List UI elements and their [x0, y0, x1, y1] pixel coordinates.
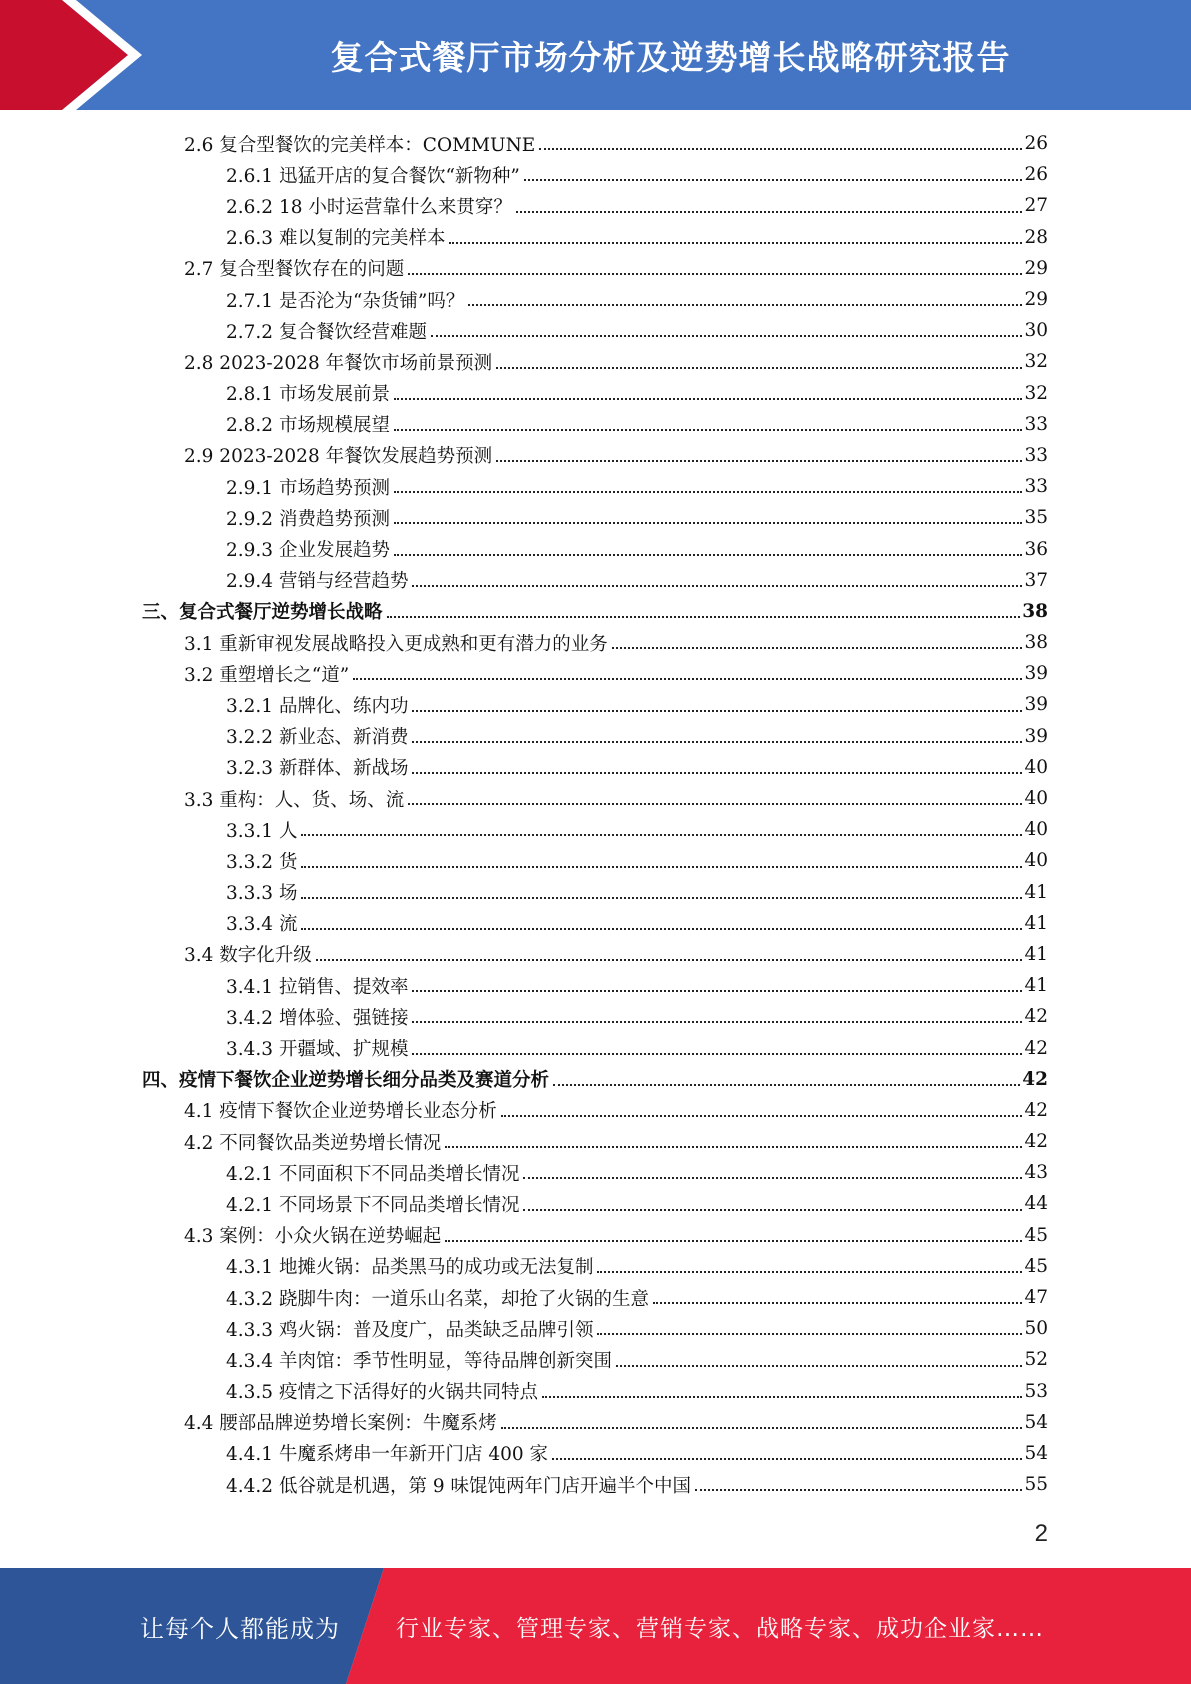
- toc-entry-title: 三、复合式餐厅逆势增长战略: [142, 602, 383, 624]
- toc-entry[interactable]: [0, 440, 1191, 471]
- toc-entry-page: 44: [1024, 1193, 1048, 1215]
- toc-dot-leader: [542, 1395, 1022, 1398]
- toc-entry[interactable]: [0, 970, 1191, 1001]
- toc-entry-page: 32: [1024, 351, 1048, 373]
- toc-entry-title: 3.3.3 场: [226, 883, 298, 905]
- toc-entry[interactable]: [0, 315, 1191, 346]
- toc-entry-page: 41: [1024, 975, 1048, 997]
- toc-entry[interactable]: [0, 845, 1191, 876]
- toc-entry[interactable]: [0, 471, 1191, 502]
- toc-entry[interactable]: [0, 565, 1191, 596]
- toc-entry[interactable]: [0, 159, 1191, 190]
- toc-dot-leader: [412, 1020, 1022, 1023]
- toc-entry-title: 2.7 复合型餐饮存在的问题: [184, 259, 405, 281]
- toc-entry-page: 33: [1024, 413, 1048, 435]
- toc-entry[interactable]: [0, 378, 1191, 409]
- toc-entry-page: 26: [1024, 164, 1048, 186]
- toc-entry[interactable]: [0, 1220, 1191, 1251]
- document-title: 复合式餐厅市场分析及逆势增长战略研究报告: [330, 37, 1011, 77]
- toc-entry-title: 2.7.1 是否沦为“杂货铺”吗？: [226, 290, 465, 312]
- toc-entry-title: 2.9.3 企业发展趋势: [226, 540, 390, 562]
- toc-dot-leader: [301, 833, 1022, 836]
- toc-entry-title: 3.2.2 新业态、新消费: [226, 727, 409, 749]
- toc-dot-leader: [316, 958, 1023, 961]
- toc-entry-title: 4.3.5 疫情之下活得好的火锅共同特点: [226, 1382, 538, 1404]
- toc-entry-page: 47: [1024, 1287, 1048, 1309]
- toc-dot-leader: [412, 709, 1022, 712]
- toc-entry-page: 42: [1024, 1099, 1048, 1121]
- toc-entry[interactable]: [0, 1344, 1191, 1375]
- toc-dot-leader: [394, 521, 1022, 524]
- toc-dot-leader: [394, 553, 1022, 556]
- toc-entry[interactable]: [0, 502, 1191, 533]
- toc-entry-page: 29: [1024, 257, 1048, 279]
- toc-entry-page: 38: [1024, 632, 1048, 654]
- toc-dot-leader: [449, 241, 1022, 244]
- toc-entry-page: 54: [1024, 1442, 1048, 1464]
- header-banner: [0, 0, 1191, 110]
- toc-entry[interactable]: [0, 1157, 1191, 1188]
- toc-entry-title: 2.7.2 复合餐饮经营难题: [226, 321, 427, 343]
- toc-dot-leader: [387, 615, 1021, 618]
- toc-dot-leader: [445, 1145, 1022, 1148]
- toc-entry-page: 45: [1024, 1224, 1048, 1246]
- toc-entry[interactable]: [0, 627, 1191, 658]
- toc-dot-leader: [523, 1208, 1022, 1211]
- footer-slogan-left: 让每个人都能成为: [140, 1614, 340, 1643]
- toc-entry-title: 4.3.3 鸡火锅：普及度广，品类缺乏品牌引领: [226, 1319, 594, 1341]
- toc-entry-page: 40: [1024, 788, 1048, 810]
- toc-entry[interactable]: [0, 1469, 1191, 1500]
- toc-entry[interactable]: [0, 1251, 1191, 1282]
- toc-entry-page: 54: [1024, 1411, 1048, 1433]
- toc-entry-page: 41: [1024, 912, 1048, 934]
- toc-dot-leader: [301, 896, 1022, 899]
- toc-entry-page: 37: [1024, 569, 1048, 591]
- toc-dot-leader: [552, 1457, 1022, 1460]
- toc-entry-page: 40: [1024, 819, 1048, 841]
- toc-dot-leader: [468, 303, 1022, 306]
- toc-entry-title: 4.1 疫情下餐饮企业逆势增长业态分析: [184, 1101, 497, 1123]
- toc-entry-page: 33: [1024, 444, 1048, 466]
- page-number: 2: [1034, 1520, 1048, 1547]
- toc-entry[interactable]: [0, 533, 1191, 564]
- toc-entry-page: 55: [1024, 1474, 1048, 1496]
- toc-dot-leader: [412, 771, 1022, 774]
- toc-dot-leader: [412, 740, 1022, 743]
- toc-entry[interactable]: [0, 222, 1191, 253]
- toc-dot-leader: [394, 490, 1022, 493]
- toc-entry[interactable]: [0, 128, 1191, 159]
- toc-entry[interactable]: [0, 1095, 1191, 1126]
- toc-entry-title: 4.3.1 地摊火锅：品类黑马的成功或无法复制: [226, 1257, 594, 1279]
- toc-dot-leader: [394, 397, 1022, 400]
- toc-entry[interactable]: [0, 284, 1191, 315]
- toc-entry[interactable]: [0, 814, 1191, 845]
- toc-entry[interactable]: [0, 1376, 1191, 1407]
- toc-dot-leader: [394, 428, 1022, 431]
- toc-entry-title: 3.3 重构：人、货、场、流: [184, 789, 405, 811]
- toc-entry-page: 28: [1024, 226, 1048, 248]
- toc-dot-leader: [597, 1332, 1022, 1335]
- toc-dot-leader: [445, 1239, 1022, 1242]
- toc-entry[interactable]: [0, 1407, 1191, 1438]
- toc-entry-page: 41: [1024, 943, 1048, 965]
- toc-entry[interactable]: [0, 346, 1191, 377]
- toc-entry[interactable]: [0, 908, 1191, 939]
- toc-dot-leader: [408, 802, 1022, 805]
- toc-entry-title: 4.4 腰部品牌逆势增长案例：牛魔系烤: [184, 1413, 497, 1435]
- toc-entry-page: 42: [1024, 1131, 1048, 1153]
- toc-entry-title: 4.2.1 不同场景下不同品类增长情况: [226, 1194, 520, 1216]
- toc-dot-leader: [501, 1426, 1023, 1429]
- toc-entry-title: 4.3.4 羊肉馆：季节性明显，等待品牌创新突围: [226, 1350, 612, 1372]
- toc-entry-page: 45: [1024, 1255, 1048, 1277]
- toc-entry-page: 53: [1024, 1380, 1048, 1402]
- toc-entry-page: 26: [1024, 133, 1048, 155]
- toc-entry-page: 39: [1024, 663, 1048, 685]
- toc-entry[interactable]: [0, 689, 1191, 720]
- toc-entry-title: 4.4.1 牛魔系烤串一年新开门店 400 家: [226, 1444, 549, 1466]
- toc-entry-page: 35: [1024, 507, 1048, 529]
- toc-entry-title: 四、疫情下餐饮企业逆势增长细分品类及赛道分析: [142, 1070, 550, 1092]
- toc-entry[interactable]: [0, 1126, 1191, 1157]
- toc-entry-page: 50: [1024, 1318, 1048, 1340]
- toc-entry-title: 4.2.1 不同面积下不同品类增长情况: [226, 1163, 520, 1185]
- toc-entry[interactable]: [0, 752, 1191, 783]
- toc-entry-title: 3.4 数字化升级: [184, 945, 312, 967]
- toc-entry[interactable]: [0, 939, 1191, 970]
- toc-dot-leader: [523, 1176, 1022, 1179]
- toc-entry[interactable]: [0, 658, 1191, 689]
- toc-dot-leader: [501, 1114, 1023, 1117]
- toc-entry-page: 30: [1024, 320, 1048, 342]
- toc-entry[interactable]: [0, 1064, 1191, 1095]
- toc-entry-page: 29: [1024, 289, 1048, 311]
- toc-dot-leader: [496, 366, 1022, 369]
- toc-entry[interactable]: [0, 596, 1191, 627]
- toc-entry[interactable]: [0, 1313, 1191, 1344]
- toc-entry-title: 3.2 重塑增长之“道”: [184, 664, 350, 686]
- toc-entry-page: 32: [1024, 382, 1048, 404]
- toc-entry-page: 52: [1024, 1349, 1048, 1371]
- toc-dot-leader: [597, 1270, 1022, 1273]
- toc-entry-title: 3.3.4 流: [226, 914, 298, 936]
- toc-entry[interactable]: [0, 877, 1191, 908]
- toc-dot-leader: [496, 459, 1022, 462]
- toc-entry-page: 39: [1024, 694, 1048, 716]
- toc-entry[interactable]: [0, 409, 1191, 440]
- toc-dot-leader: [431, 334, 1022, 337]
- toc-entry-page: 42: [1024, 1037, 1048, 1059]
- table-of-contents: [0, 128, 1191, 1500]
- footer-slogan-right: 行业专家、管理专家、营销专家、战略专家、成功企业家……: [396, 1615, 1044, 1642]
- toc-dot-leader: [301, 865, 1022, 868]
- toc-entry[interactable]: [0, 1001, 1191, 1032]
- toc-entry-title: 4.3.2 跷脚牛肉：一道乐山名菜，却抢了火锅的生意: [226, 1288, 649, 1310]
- toc-entry-title: 3.1 重新审视发展战略投入更成熟和更有潜力的业务: [184, 633, 608, 655]
- toc-entry-title: 2.9.2 消费趋势预测: [226, 508, 390, 530]
- toc-entry-page: 39: [1024, 725, 1048, 747]
- toc-entry-title: 3.4.2 增体验、强链接: [226, 1007, 409, 1029]
- toc-entry-page: 27: [1024, 195, 1048, 217]
- toc-entry[interactable]: [0, 1282, 1191, 1313]
- toc-entry-title: 4.4.2 低谷就是机遇，第 9 味馄饨两年门店开遍半个中国: [226, 1475, 691, 1497]
- toc-entry-title: 3.4.3 开疆域、扩规模: [226, 1039, 409, 1061]
- toc-entry[interactable]: [0, 783, 1191, 814]
- toc-dot-leader: [612, 646, 1023, 649]
- toc-entry-title: 2.8.2 市场规模展望: [226, 415, 390, 437]
- toc-entry[interactable]: [0, 1032, 1191, 1063]
- toc-entry-title: 2.9.1 市场趋势预测: [226, 477, 390, 499]
- toc-entry-page: 43: [1024, 1162, 1048, 1184]
- toc-entry-page: 38: [1022, 600, 1048, 622]
- toc-dot-leader: [616, 1364, 1022, 1367]
- toc-entry-page: 41: [1024, 881, 1048, 903]
- toc-entry[interactable]: [0, 1188, 1191, 1219]
- toc-dot-leader: [516, 210, 1023, 213]
- toc-entry-page: 40: [1024, 756, 1048, 778]
- toc-entry-page: 42: [1024, 1006, 1048, 1028]
- toc-entry-title: 2.8 2023-2028 年餐饮市场前景预测: [184, 352, 493, 374]
- toc-entry-title: 4.3 案例：小众火锅在逆势崛起: [184, 1226, 442, 1248]
- toc-entry-title: 2.6.2 18 小时运营靠什么来贯穿？: [226, 196, 512, 218]
- toc-entry-title: 3.4.1 拉销售、提效率: [226, 976, 409, 998]
- toc-dot-leader: [539, 147, 1022, 150]
- toc-entry-page: 40: [1024, 850, 1048, 872]
- toc-dot-leader: [412, 989, 1022, 992]
- toc-entry[interactable]: [0, 190, 1191, 221]
- toc-entry-page: 42: [1022, 1068, 1048, 1090]
- toc-entry-title: 2.6.1 迅猛开店的复合餐饮“新物种”: [226, 165, 520, 187]
- toc-entry-page: 33: [1024, 476, 1048, 498]
- toc-entry-title: 3.2.1 品牌化、练内功: [226, 695, 409, 717]
- toc-dot-leader: [301, 927, 1022, 930]
- toc-entry[interactable]: [0, 1438, 1191, 1469]
- toc-entry[interactable]: [0, 253, 1191, 284]
- toc-entry[interactable]: [0, 721, 1191, 752]
- toc-entry-title: 2.8.1 市场发展前景: [226, 384, 390, 406]
- toc-dot-leader: [408, 272, 1022, 275]
- toc-dot-leader: [653, 1301, 1022, 1304]
- toc-entry-title: 2.9 2023-2028 年餐饮发展趋势预测: [184, 446, 493, 468]
- toc-entry-title: 4.2 不同餐饮品类逆势增长情况: [184, 1132, 442, 1154]
- toc-dot-leader: [553, 1083, 1020, 1086]
- toc-entry-title: 2.9.4 营销与经营趋势: [226, 571, 409, 593]
- toc-entry-title: 2.6.3 难以复制的完美样本: [226, 228, 446, 250]
- toc-dot-leader: [412, 584, 1022, 587]
- toc-dot-leader: [695, 1488, 1022, 1491]
- toc-entry-title: 3.2.3 新群体、新战场: [226, 758, 409, 780]
- toc-dot-leader: [524, 178, 1023, 181]
- toc-dot-leader: [353, 677, 1022, 680]
- header-arrow-decoration: [0, 0, 190, 110]
- toc-entry-title: 2.6 复合型餐饮的完美样本：COMMUNE: [184, 134, 536, 156]
- toc-dot-leader: [412, 1052, 1022, 1055]
- toc-entry-page: 36: [1024, 538, 1048, 560]
- toc-entry-title: 3.3.1 人: [226, 820, 298, 842]
- footer-banner: [0, 1568, 1191, 1684]
- toc-entry-title: 3.3.2 货: [226, 851, 298, 873]
